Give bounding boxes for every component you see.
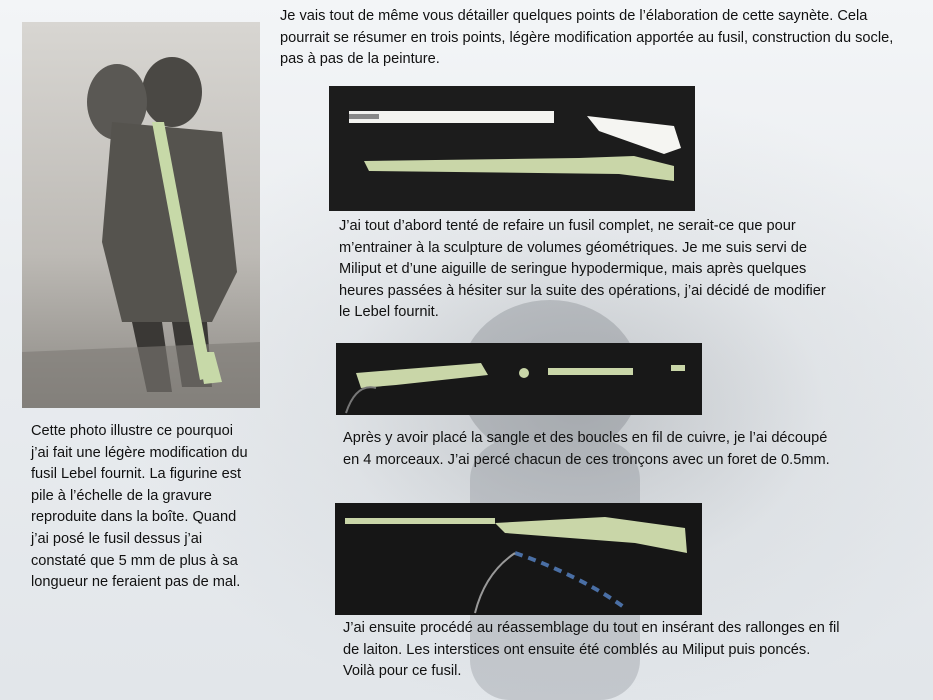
step1-paragraph: J’ai tout d’abord tenté de refaire un fusil complet, ne serait-ce que pour m’entrainer à la sculpture de volumes géométriques. Je me suis servi de Miliput et d’une aiguille de seringue hypodermique, mais après quelques heures passées à hésiter sur la suite des opérations, j’ai décidé de modifier le Lebel fournit.: [339, 218, 826, 321]
rifle-cut-pieces-photo: [336, 343, 702, 415]
engraving-photo: [22, 22, 260, 408]
intro-paragraph: Je vais tout de même vous détailler quelques points de l’élaboration de cette saynète. Cela pourrait se résumer en trois points, légère modification apportée au fusil, construction du socle, pas à pas de la peinture.: [280, 8, 894, 68]
step3-paragraph: J’ai ensuite procédé au réassemblage du tout en insérant des rallonges en fil de laiton. Les interstices ont ensuite été comblés au Miliput puis poncés. Voilà pour ce fusil.: [343, 620, 840, 680]
rifle-scratchbuild-photo: [329, 86, 695, 211]
rifle-reassembled-photo: [335, 503, 702, 615]
step2-paragraph: Après y avoir placé la sangle et des boucles en fil de cuivre, je l’ai découpé en 4 morceaux. J’ai percé chacun de ces tronçons avec un foret de 0.5mm.: [343, 430, 830, 468]
photo-caption: Cette photo illustre ce pourquoi j’ai fait une légère modification du fusil Lebel fournit. La figurine est pile à l’échelle de la gravure reproduite dans la boîte. Quand j’ai posé le fusil dessus j’ai constaté que 5 mm de plus à sa longueur ne feraient pas de mal.: [31, 423, 248, 591]
